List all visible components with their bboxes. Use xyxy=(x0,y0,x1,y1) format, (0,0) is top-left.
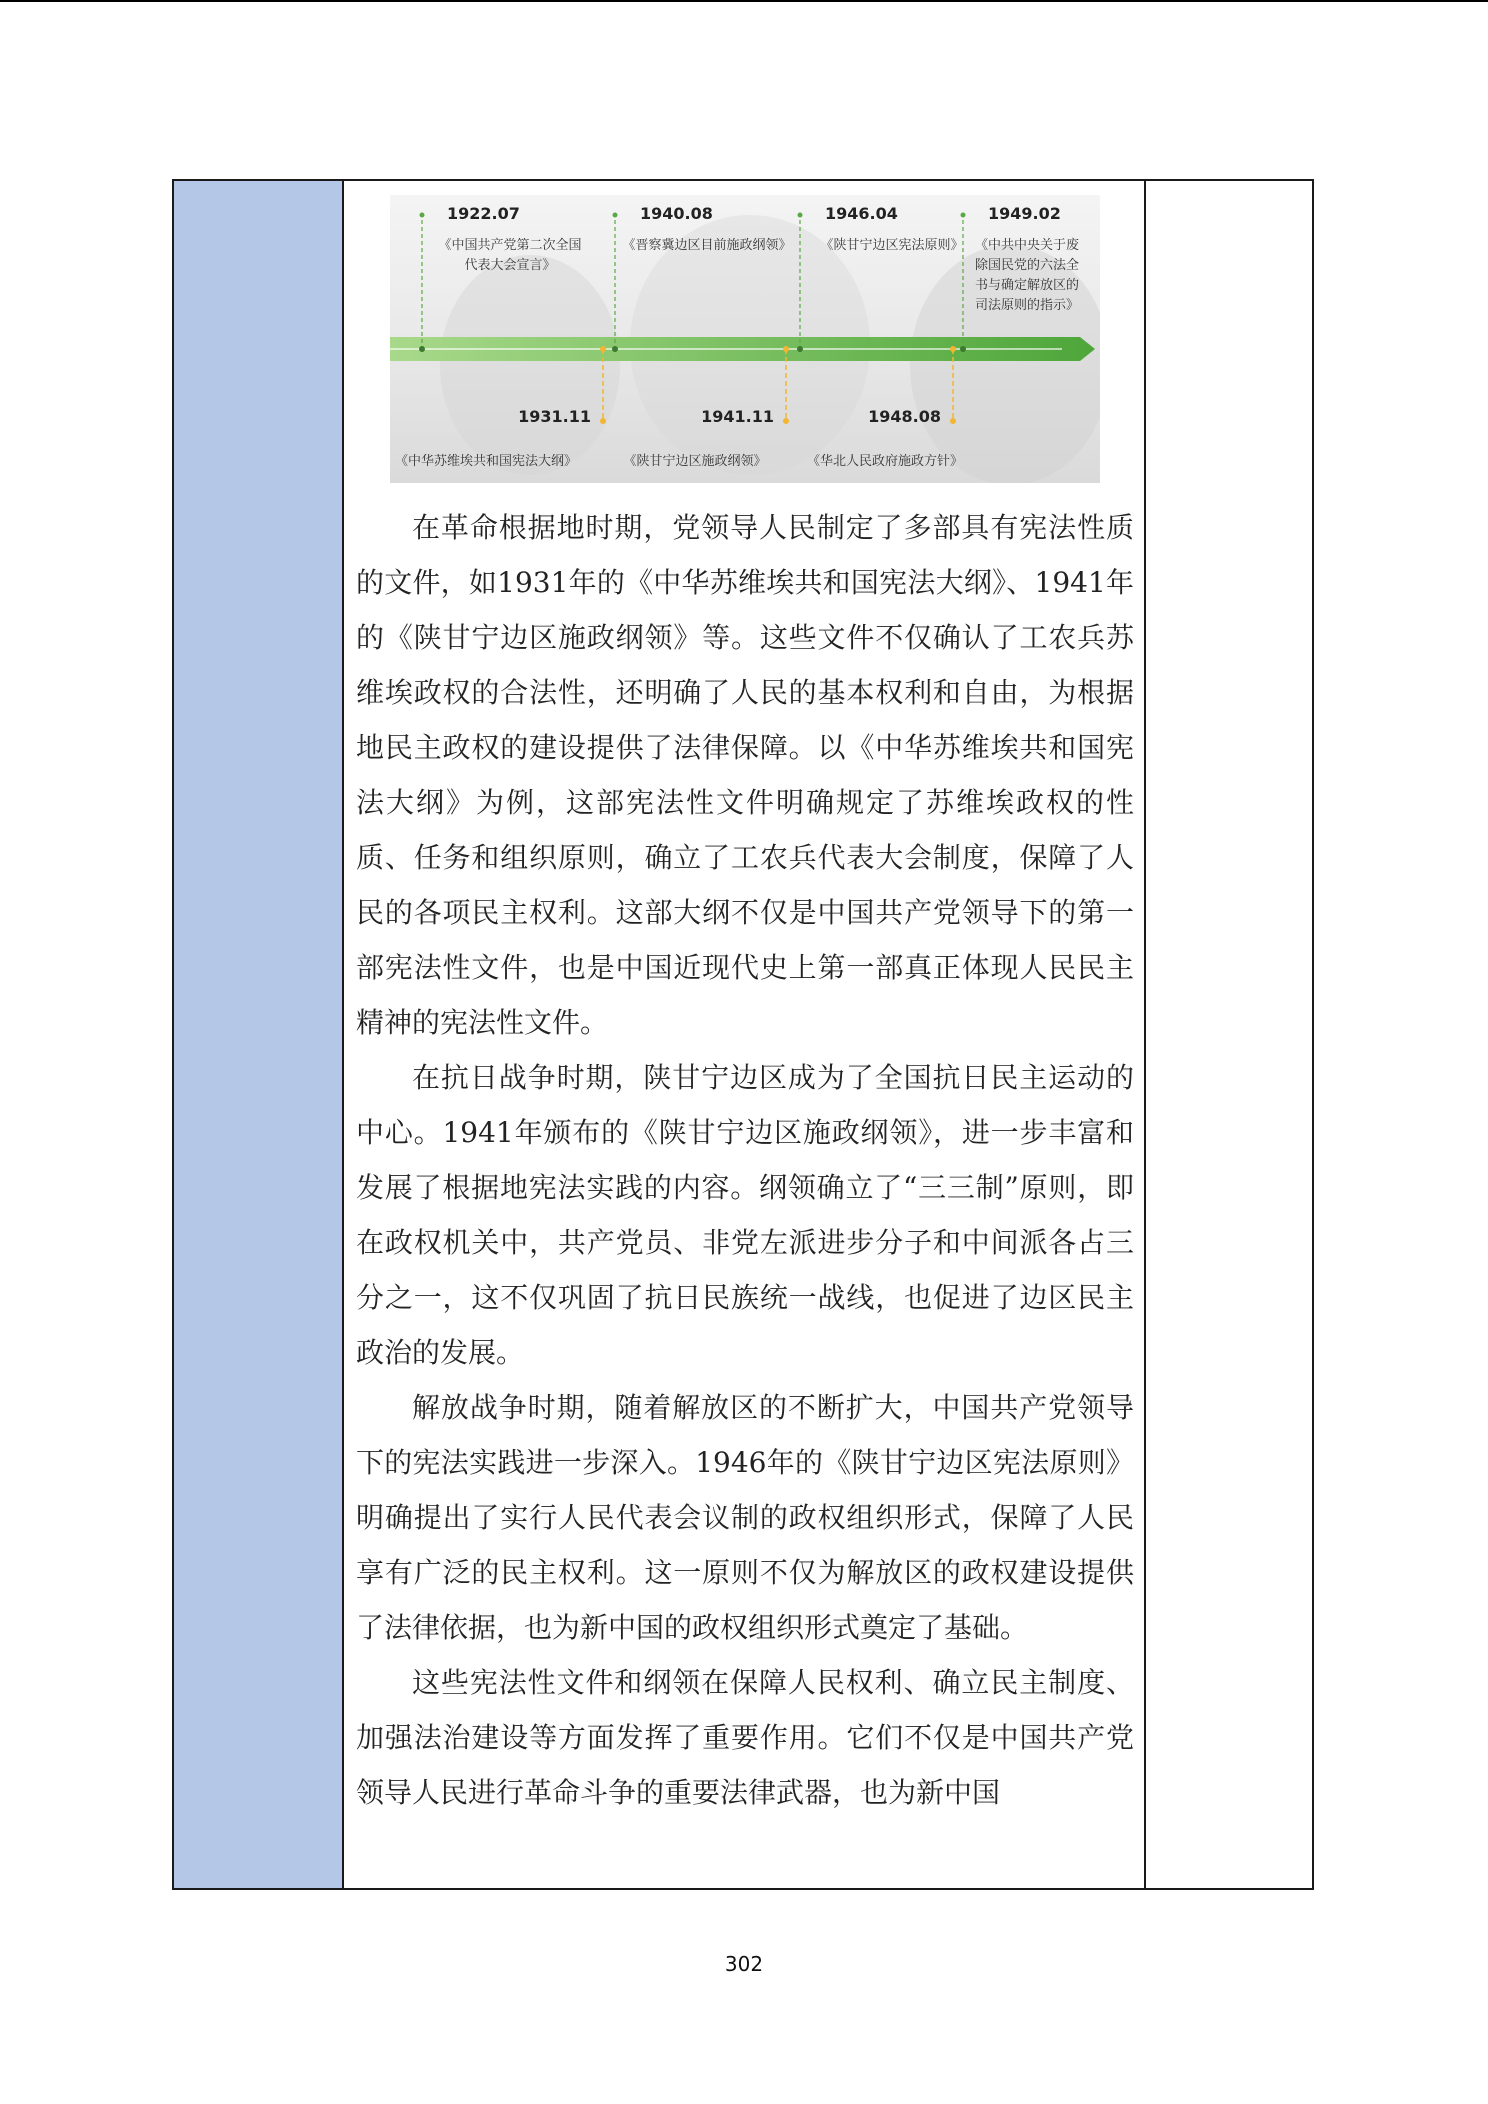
table-right-column xyxy=(1144,181,1312,1888)
page-number: 302 xyxy=(724,1952,764,1976)
timeline-date: 1941.11 xyxy=(701,407,774,426)
timeline-date: 1922.07 xyxy=(447,204,520,223)
paragraph-liberation-war: 解放战争时期，随着解放区的不断扩大，中国共产党领导下的宪法实践进一步深入。1946年的《陕甘宁边区宪法原则》明确提出了实行人民代表会议制的政权组织形式，保障了人民享有广泛的民主权利。这一原则不仅为解放区的政权建设提供了法律依据，也为新中国的政权组织形式奠定了基础。 xyxy=(356,1391,1134,1644)
timeline-document: 《中共中央关于废 xyxy=(974,238,1080,253)
paragraph-revolutionary-base: 在革命根据地时期，党领导人民制定了多部具有宪法性质的文件，如1931年的《中华苏维埃共和国宪法大纲》、1941年的《陕甘宁边区施政纲领》等。这些文件不仅确认了工农兵苏维埃政权的合法性，还明确了人民的基本权利和自由，为根据地民主政权的建设提供了法律保障。以《中华苏维埃共和国宪法大纲》为例，这部宪法性文件明确规定了苏维埃政权的性质、任务和组织原则，确立了工农兵代表大会制度，保障了人民的各项民主权利。这部大纲不仅是中国共产党领导下的第一部宪法性文件，也是中国近现代史上第一部真正体现人民民主精神的宪法性文件。 xyxy=(356,511,1134,1039)
page-top-border xyxy=(0,0,1488,2)
timeline-document: 代表大会宣言》 xyxy=(464,258,556,273)
timeline-document: 《陕甘宁边区宪法原则》 xyxy=(820,238,964,253)
timeline-document: 书与确定解放区的 xyxy=(974,278,1080,293)
paragraph-anti-japanese-war: 在抗日战争时期，陕甘宁边区成为了全国抗日民主运动的中心。1941年颁布的《陕甘宁边区施政纲领》，进一步丰富和发展了根据地宪法实践的内容。纲领确立了“三三制”原则，即在政权机关中，共产党员、非党左派进步分子和中间派各占三分之一，这不仅巩固了抗日民族统一战线，也促进了边区民主政治的发展。 xyxy=(356,1061,1134,1369)
body-text xyxy=(356,500,1134,1820)
table-left-column xyxy=(174,181,344,1888)
timeline-document: 《中国共产党第二次全国 xyxy=(438,238,582,253)
timeline-date: 1946.04 xyxy=(825,204,898,223)
timeline-date: 1940.08 xyxy=(640,204,713,223)
timeline-graphic xyxy=(390,195,1100,483)
timeline-document: 司法原则的指示》 xyxy=(974,298,1080,313)
timeline-document: 除国民党的六法全 xyxy=(974,258,1080,273)
timeline-date: 1931.11 xyxy=(518,407,591,426)
timeline-document: 《中华苏维埃共和国宪法大纲》 xyxy=(394,454,578,469)
timeline-date: 1949.02 xyxy=(988,204,1061,223)
timeline-date: 1948.08 xyxy=(868,407,941,426)
timeline-document: 《华北人民政府施政方针》 xyxy=(806,454,964,469)
timeline-document: 《晋察冀边区目前施政纲领》 xyxy=(622,238,792,253)
constitution-timeline-figure xyxy=(390,195,1100,483)
timeline-document: 《陕甘宁边区施政纲领》 xyxy=(623,454,767,469)
paragraph-significance: 这些宪法性文件和纲领在保障人民权利、确立民主制度、加强法治建设等方面发挥了重要作用。它们不仅是中国共产党领导人民进行革命斗争的重要法律武器，也为新中国 xyxy=(356,1666,1134,1809)
